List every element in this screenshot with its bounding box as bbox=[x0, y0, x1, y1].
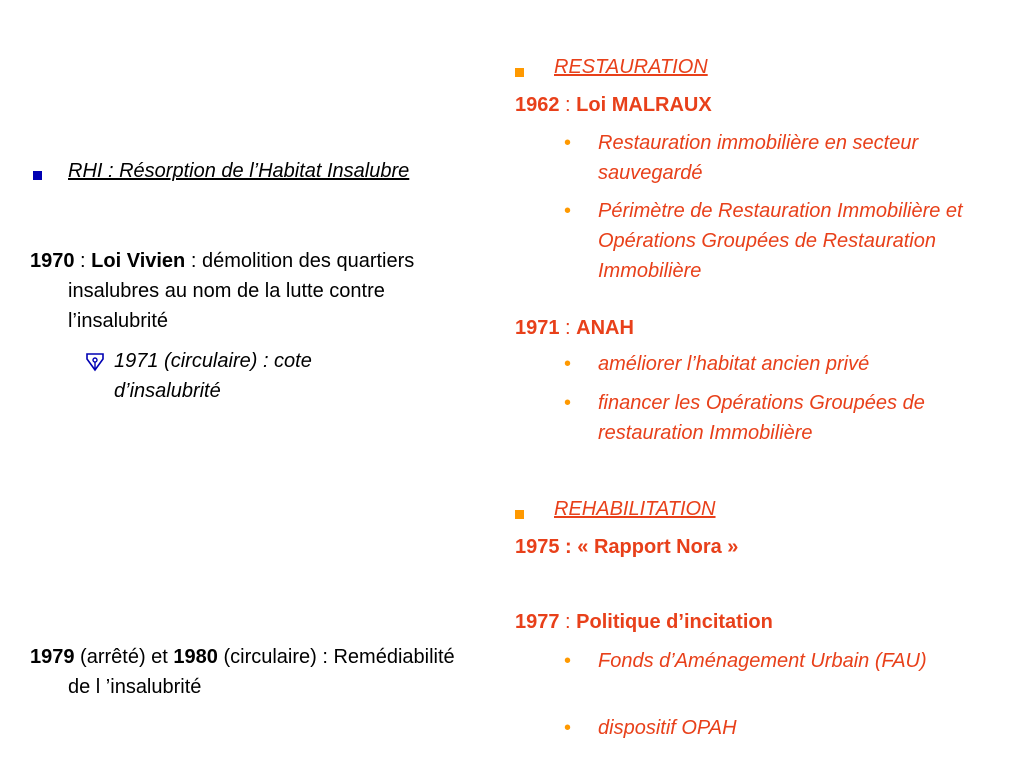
year-1962: 1962 bbox=[515, 94, 560, 116]
rehabilitation-bullet-icon bbox=[515, 506, 524, 524]
malraux-line bbox=[515, 90, 712, 120]
loi-vivien-paragraph bbox=[30, 246, 470, 336]
bullet-dot: • bbox=[564, 650, 572, 672]
sep: : bbox=[559, 94, 577, 116]
anah-title: ANAH bbox=[576, 317, 634, 339]
bullet-dot: • bbox=[564, 200, 572, 222]
right-column bbox=[515, 0, 1015, 768]
left-column bbox=[30, 0, 480, 768]
rehabilitation-heading: REHABILITATION bbox=[554, 498, 716, 520]
malraux-item-text: Périmètre de Restauration Immobilière et Opérations Groupées de Restauration Immobilière bbox=[598, 200, 963, 282]
sub-1971-item bbox=[84, 346, 394, 406]
year-1980: 1980 bbox=[173, 646, 218, 668]
anah-item-1 bbox=[564, 349, 1014, 379]
bullet-dot: • bbox=[564, 353, 572, 375]
sub-1971-text: 1971 (circulaire) : cote d’insalubrité bbox=[114, 350, 312, 402]
malraux-title: Loi MALRAUX bbox=[576, 94, 712, 116]
sep: : bbox=[74, 250, 92, 272]
rhi-bullet-icon bbox=[33, 167, 42, 185]
anah-item-2 bbox=[564, 388, 1014, 448]
incitation-item-text: dispositif OPAH bbox=[598, 717, 737, 739]
incitation-line bbox=[515, 607, 773, 637]
malraux-item-text: Restauration immobilière en secteur sauvegardé bbox=[598, 132, 919, 184]
year-1977: 1977 bbox=[515, 611, 560, 633]
remediabilite-paragraph bbox=[30, 642, 470, 702]
incitation-item-1 bbox=[564, 646, 1014, 676]
year-1971: 1971 bbox=[515, 317, 560, 339]
anah-item-text: financer les Opérations Groupées de restauration Immobilière bbox=[598, 392, 925, 444]
incitation-title: Politique d’incitation bbox=[576, 611, 773, 633]
bullet-dot: • bbox=[564, 132, 572, 154]
malraux-item-2 bbox=[564, 196, 1024, 286]
loi-vivien-title: Loi Vivien bbox=[91, 250, 186, 272]
arrete-text: (arrêté) et bbox=[74, 646, 174, 668]
anah-line bbox=[515, 313, 634, 343]
rhi-heading: RHI : Résorption de l’Habitat Insalubre bbox=[68, 160, 410, 182]
restauration-bullet-icon bbox=[515, 64, 524, 82]
incitation-item-text: Fonds d’Aménagement Urbain (FAU) bbox=[598, 650, 927, 672]
rapport-nora-line: 1975 : « Rapport Nora » bbox=[515, 536, 739, 558]
restauration-heading: RESTAURATION bbox=[554, 56, 708, 78]
loi-vivien-text: : démolition des quartiers insalubres au nom de la lutte contre l’insalubrité bbox=[68, 250, 415, 332]
incitation-item-2 bbox=[564, 713, 1014, 743]
anah-item-text: améliorer l’habitat ancien privé bbox=[598, 353, 870, 375]
year-1970: 1970 bbox=[30, 250, 75, 272]
sep: : bbox=[559, 611, 577, 633]
bullet-dot: • bbox=[564, 717, 572, 739]
malraux-item-1 bbox=[564, 128, 1014, 188]
year-1979: 1979 bbox=[30, 646, 75, 668]
bullet-dot: • bbox=[564, 392, 572, 414]
remediabilite-text: (circulaire) : Remédiabilité de l ’insalubrité bbox=[68, 646, 455, 698]
pen-nib-icon bbox=[84, 351, 106, 373]
sep: : bbox=[559, 317, 577, 339]
